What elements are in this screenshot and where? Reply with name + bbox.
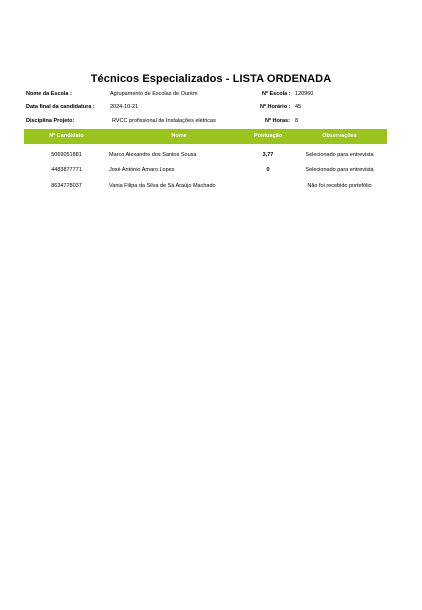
school-number-value: 120960	[295, 91, 314, 97]
subject-label: Disciplina Projeto:	[26, 118, 75, 124]
page-title: Técnicos Especializados - LISTA ORDENADA	[90, 73, 332, 85]
column-header-candidate-number: Nº Candidato	[49, 133, 84, 139]
table-row	[24, 167, 387, 179]
table-row	[24, 152, 387, 164]
school-name-value: Agrupamento de Escolas de Ourém	[110, 91, 198, 97]
candidate-observation: Selecionado para entrevista	[305, 152, 374, 158]
column-header-score: Pontuação	[253, 133, 283, 139]
candidate-score: 3,77	[262, 152, 274, 158]
candidate-number: 5069051881	[51, 152, 82, 158]
candidate-number: 8634778037	[51, 183, 82, 189]
column-header-observations: Observações	[322, 133, 357, 139]
candidate-observation: Selecionado para entrevista	[305, 167, 374, 173]
schedule-number-label: Nº Horário :	[260, 104, 291, 110]
deadline-label: Data final da candidatura :	[26, 104, 95, 110]
school-number-label: Nº Escola :	[262, 91, 291, 97]
candidate-name: José António Amaro Lopes	[109, 167, 175, 173]
column-header-name: Nome	[171, 133, 187, 139]
subject-value: RVCC profissional de Instalações elétricas	[112, 118, 216, 124]
hours-label: Nº Horas:	[265, 118, 290, 124]
schedule-number-value: 45	[295, 104, 302, 110]
table-header	[24, 129, 387, 144]
candidate-name: Marco Alexandre dos Santos Sousa	[109, 152, 197, 158]
table-row	[24, 183, 387, 195]
candidate-number: 4483877771	[51, 167, 82, 173]
hours-value: 8	[295, 118, 299, 124]
school-name-label: Nome da Escola :	[26, 91, 72, 97]
candidate-observation: Não foi recebido portefólio	[307, 183, 372, 189]
candidate-name: Vania Filipa da Silva de Sá Araújo Machado	[109, 183, 216, 189]
candidate-score: 0	[266, 167, 270, 173]
deadline-value: 2024-10-21	[110, 104, 139, 110]
